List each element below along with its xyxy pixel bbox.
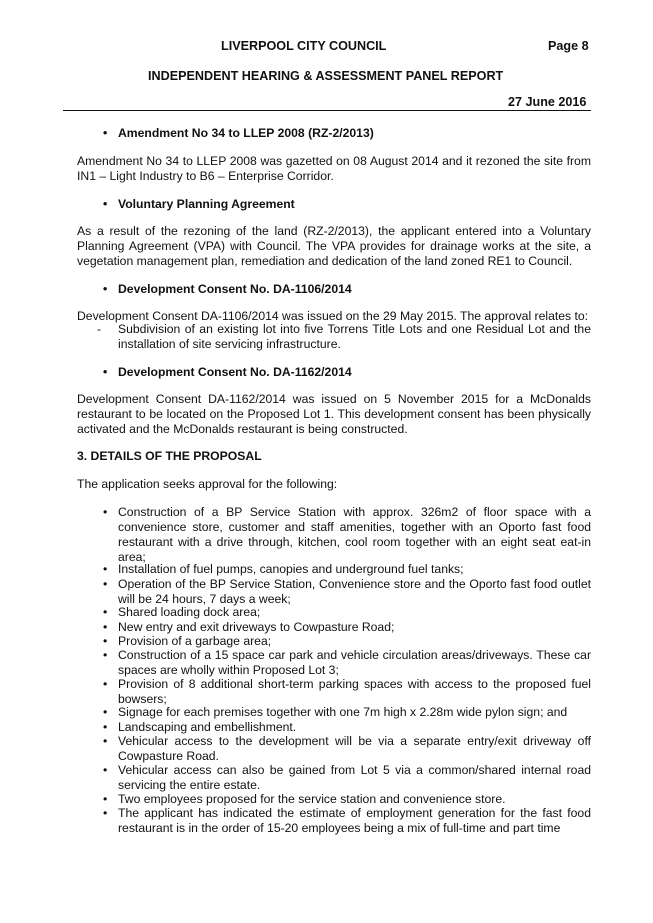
- bullet-icon: •: [103, 806, 108, 820]
- header-rule: [63, 110, 591, 111]
- bullet-icon: •: [103, 720, 108, 734]
- bullet-icon: •: [103, 282, 108, 296]
- bullet-icon: •: [103, 365, 108, 379]
- da1162-heading-text: Development Consent No. DA-1162/2014: [118, 365, 352, 379]
- vpa-text: As a result of the rezoning of the land (RZ-2/2013), the applicant entered into a Voluntary Planning Agreement (VPA) with Council. The VPA provides for drainage works at the site, a vegetation management plan, remediation and dedication of the land zoned RE1 to Council.: [77, 224, 591, 268]
- proposal-item: • Provision of 8 additional short-term parking spaces with access to the proposed fuel bowsers;: [103, 677, 591, 706]
- vpa-heading: [103, 197, 295, 212]
- bullet-icon: •: [103, 605, 108, 619]
- bullet-icon: •: [103, 677, 108, 691]
- bullet-icon: •: [103, 505, 108, 519]
- bullet-icon: •: [103, 734, 108, 748]
- section-intro: The application seeks approval for the following:: [77, 477, 338, 491]
- proposal-item: • Landscaping and embellishment.: [103, 720, 297, 734]
- bullet-icon: •: [103, 620, 108, 634]
- vpa-heading-text: Voluntary Planning Agreement: [118, 197, 295, 211]
- bullet-icon: •: [103, 648, 108, 662]
- proposal-item: • Vehicular access can also be gained from Lot 5 via a common/shared internal road servicing the entire estate.: [103, 763, 591, 792]
- bullet-icon: •: [103, 577, 108, 591]
- proposal-item: • Two employees proposed for the service station and convenience store.: [103, 792, 506, 806]
- da1162-heading: [103, 365, 352, 380]
- da1106-heading: [103, 282, 352, 297]
- amendment-text: Amendment No 34 to LLEP 2008 was gazetted on 08 August 2014 and it rezoned the site from IN1 – Light Industry to B6 – Enterprise Corridor.: [77, 154, 591, 183]
- proposal-item: • Provision of a garbage area;: [103, 634, 272, 648]
- proposal-item: • New entry and exit driveways to Cowpasture Road;: [103, 620, 395, 634]
- council-name: LIVERPOOL CITY COUNCIL: [221, 39, 387, 53]
- bullet-icon: •: [103, 197, 108, 211]
- amendment-heading-text: Amendment No 34 to LLEP 2008 (RZ-2/2013): [118, 126, 374, 140]
- proposal-item: • Construction of a BP Service Station with approx. 326m2 of floor space with a convenience store, customer and staff amenities, together with an Oporto fast food restaurant with a drive through, kitchen, cool room together with an eight seat eat-in area;: [103, 505, 591, 564]
- proposal-item: • Shared loading dock area;: [103, 605, 261, 619]
- bullet-icon: •: [103, 126, 108, 140]
- proposal-item: • Installation of fuel pumps, canopies and underground fuel tanks;: [103, 562, 464, 576]
- proposal-item: • Vehicular access to the development will be via a separate entry/exit driveway off Cowpasture Road.: [103, 734, 591, 763]
- amendment-heading: [103, 126, 374, 141]
- proposal-item: • Construction of a 15 space car park and vehicle circulation areas/driveways. These car spaces are wholly within Proposed Lot 3;: [103, 648, 591, 677]
- dash-icon: -: [97, 322, 102, 336]
- da1106-heading-text: Development Consent No. DA-1106/2014: [118, 282, 352, 296]
- da1106-text: Development Consent DA-1106/2014 was issued on the 29 May 2015. The approval relates to:: [77, 309, 589, 323]
- bullet-icon: •: [103, 634, 108, 648]
- proposal-item: • Signage for each premises together with one 7m high x 2.28m wide pylon sign; and: [103, 705, 568, 719]
- bullet-icon: •: [103, 792, 108, 806]
- bullet-icon: •: [103, 562, 108, 576]
- proposal-item: • Operation of the BP Service Station, Convenience store and the Oporto fast food outlet will be 24 hours, 7 days a week;: [103, 577, 591, 606]
- report-date: 27 June 2016: [508, 95, 587, 109]
- da1162-text: Development Consent DA-1162/2014 was issued on 5 November 2015 for a McDonalds restaurant to be located on the Proposed Lot 1. This development consent has been physically activated and the McDonalds restaurant is being constructed.: [77, 392, 591, 436]
- da1106-item: [97, 322, 591, 352]
- bullet-icon: •: [103, 705, 108, 719]
- da1106-item-text: Subdivision of an existing lot into five Torrens Title Lots and one Residual Lot and the installation of site servicing infrastructure.: [118, 322, 591, 351]
- bullet-icon: •: [103, 763, 108, 777]
- proposal-item: • The applicant has indicated the estimate of employment generation for the fast food restaurant is in the order of 15-20 employees being a mix of full-time and part time: [103, 806, 591, 835]
- page-number: Page 8: [548, 39, 589, 53]
- report-title: INDEPENDENT HEARING & ASSESSMENT PANEL REPORT: [148, 69, 504, 83]
- section-heading: 3. DETAILS OF THE PROPOSAL: [77, 449, 262, 463]
